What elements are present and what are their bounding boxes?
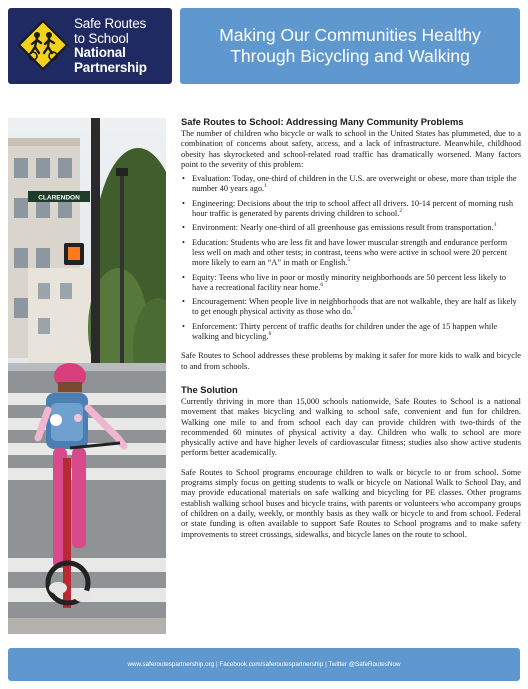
banner-title-line-1: Making Our Communities Healthy xyxy=(219,25,481,45)
logo-text xyxy=(74,17,147,75)
girl-on-bicycle-photo xyxy=(8,118,166,634)
footer-links: www.saferoutespartnership.org | Facebook.com/saferoutespartnership | Twitter @SafeRoutesNow xyxy=(127,661,401,668)
footnote-ref: 8 xyxy=(268,331,272,338)
school-crossing-sign-icon xyxy=(18,20,68,70)
footnote-ref: 5 xyxy=(347,257,351,264)
problems-intro: The number of children who bicycle or walk to school in the United States has plummeted, due to a combination of concerns about safety, access, and a lack of infrastructure. Meanwhile, childhood obesity has skyrocketed and school-related road traffic has dramatically worsened. Many factors point to the severity of this problem: xyxy=(181,129,521,169)
bullet-text: Evaluation: Today, one-third of children in the U.S. are overweight or obese, more than triple the number 40 years ago. xyxy=(192,174,517,194)
main-content xyxy=(181,116,521,540)
bullet-text: Equity: Teens who live in poor or mostly minority neighborhoods are 50 percent less likely to have a recreational facility near home. xyxy=(192,272,506,292)
footnote-ref: 6 xyxy=(320,282,324,289)
list-item xyxy=(181,199,521,220)
problems-closing: Safe Routes to School addresses these problems by making it safer for more kids to walk and bicycle to and from schools. xyxy=(181,351,521,371)
bullet-text: Enforcement: Thirty percent of traffic deaths for children under the age of 15 happen while walking and bicycling. xyxy=(192,321,498,342)
list-item xyxy=(181,174,521,195)
section-heading-problems: Safe Routes to School: Addressing Many Community Problems xyxy=(181,116,464,127)
footnote-ref: 1 xyxy=(264,183,267,190)
solution-paragraph-1: Currently thriving in more than 15,000 schools nationwide, Safe Routes to School is a national movement that makes bicycling and walking to school safe, convenient and fun for children. Walking one mile to and from school each day can provide children with two-thirds of the recommended 60 minutes of physical activity a day. Children who walk to school are more physically active and have higher levels of cardiovascular fitness; studies also show active students perform better academically. xyxy=(181,396,521,458)
bullet-text: Education: Students who are less fit and have lower muscular strength and endurance perform less well on math and other tests; in contrast, teens who were active in school were 20 percent more likely to earn an “A” in math or English. xyxy=(192,237,508,268)
problems-list xyxy=(181,174,521,342)
srts-logo xyxy=(8,8,172,84)
bullet-text: Encouragement: When people live in neighborhoods that are not walkable, they are half as likely to get enough physical activity as those who do. xyxy=(192,297,517,317)
footnote-ref: 2 xyxy=(399,208,403,215)
list-item xyxy=(181,238,521,269)
list-item xyxy=(181,273,521,294)
list-item xyxy=(181,297,521,318)
section-heading-solution: The Solution xyxy=(181,383,238,395)
bullet-text: Environment: Nearly one-third of all greenhouse gas emissions result from transportation. xyxy=(192,223,494,233)
banner-title-line-2: Through Bicycling and Walking xyxy=(230,46,470,66)
footnote-ref: 7 xyxy=(352,306,356,313)
footnote-ref: 3 xyxy=(493,222,497,229)
list-item xyxy=(181,223,521,233)
footer-bar xyxy=(8,648,520,681)
list-item xyxy=(181,322,521,343)
solution-paragraph-2: Safe Routes to School programs encourage children to walk or bicycle to or from school. Some programs simply focus on getting students to walk or bicycle on National Walk to School Day, and may provide educational materials on safe walking and bicycling for PE classes. Other programs establish walking school buses and bicycle trains, with parents or volunteers who accompany groups of children on a daily, weekly, or monthly basis as they walk or bicycle to and from school. Federal or state funding is often available to support Safe Routes to School programs and to make safety improvements to street crossings, sidewalks, and bicycle lanes on the route to school. xyxy=(181,467,521,539)
title-banner xyxy=(180,8,520,84)
street-sign-text: CLARENDON xyxy=(38,194,80,202)
logo-line-1: Safe Routes xyxy=(74,16,147,31)
logo-line-4: Partnership xyxy=(74,59,147,75)
street-scene-illustration xyxy=(8,118,166,634)
bullet-text: Engineering: Decisions about the trip to school affect all drivers. 10-14 percent of morning rush hour traffic is generated by parents driving children to school. xyxy=(192,198,514,219)
logo-line-2: to School xyxy=(74,30,129,46)
logo-line-3: National xyxy=(74,45,126,60)
